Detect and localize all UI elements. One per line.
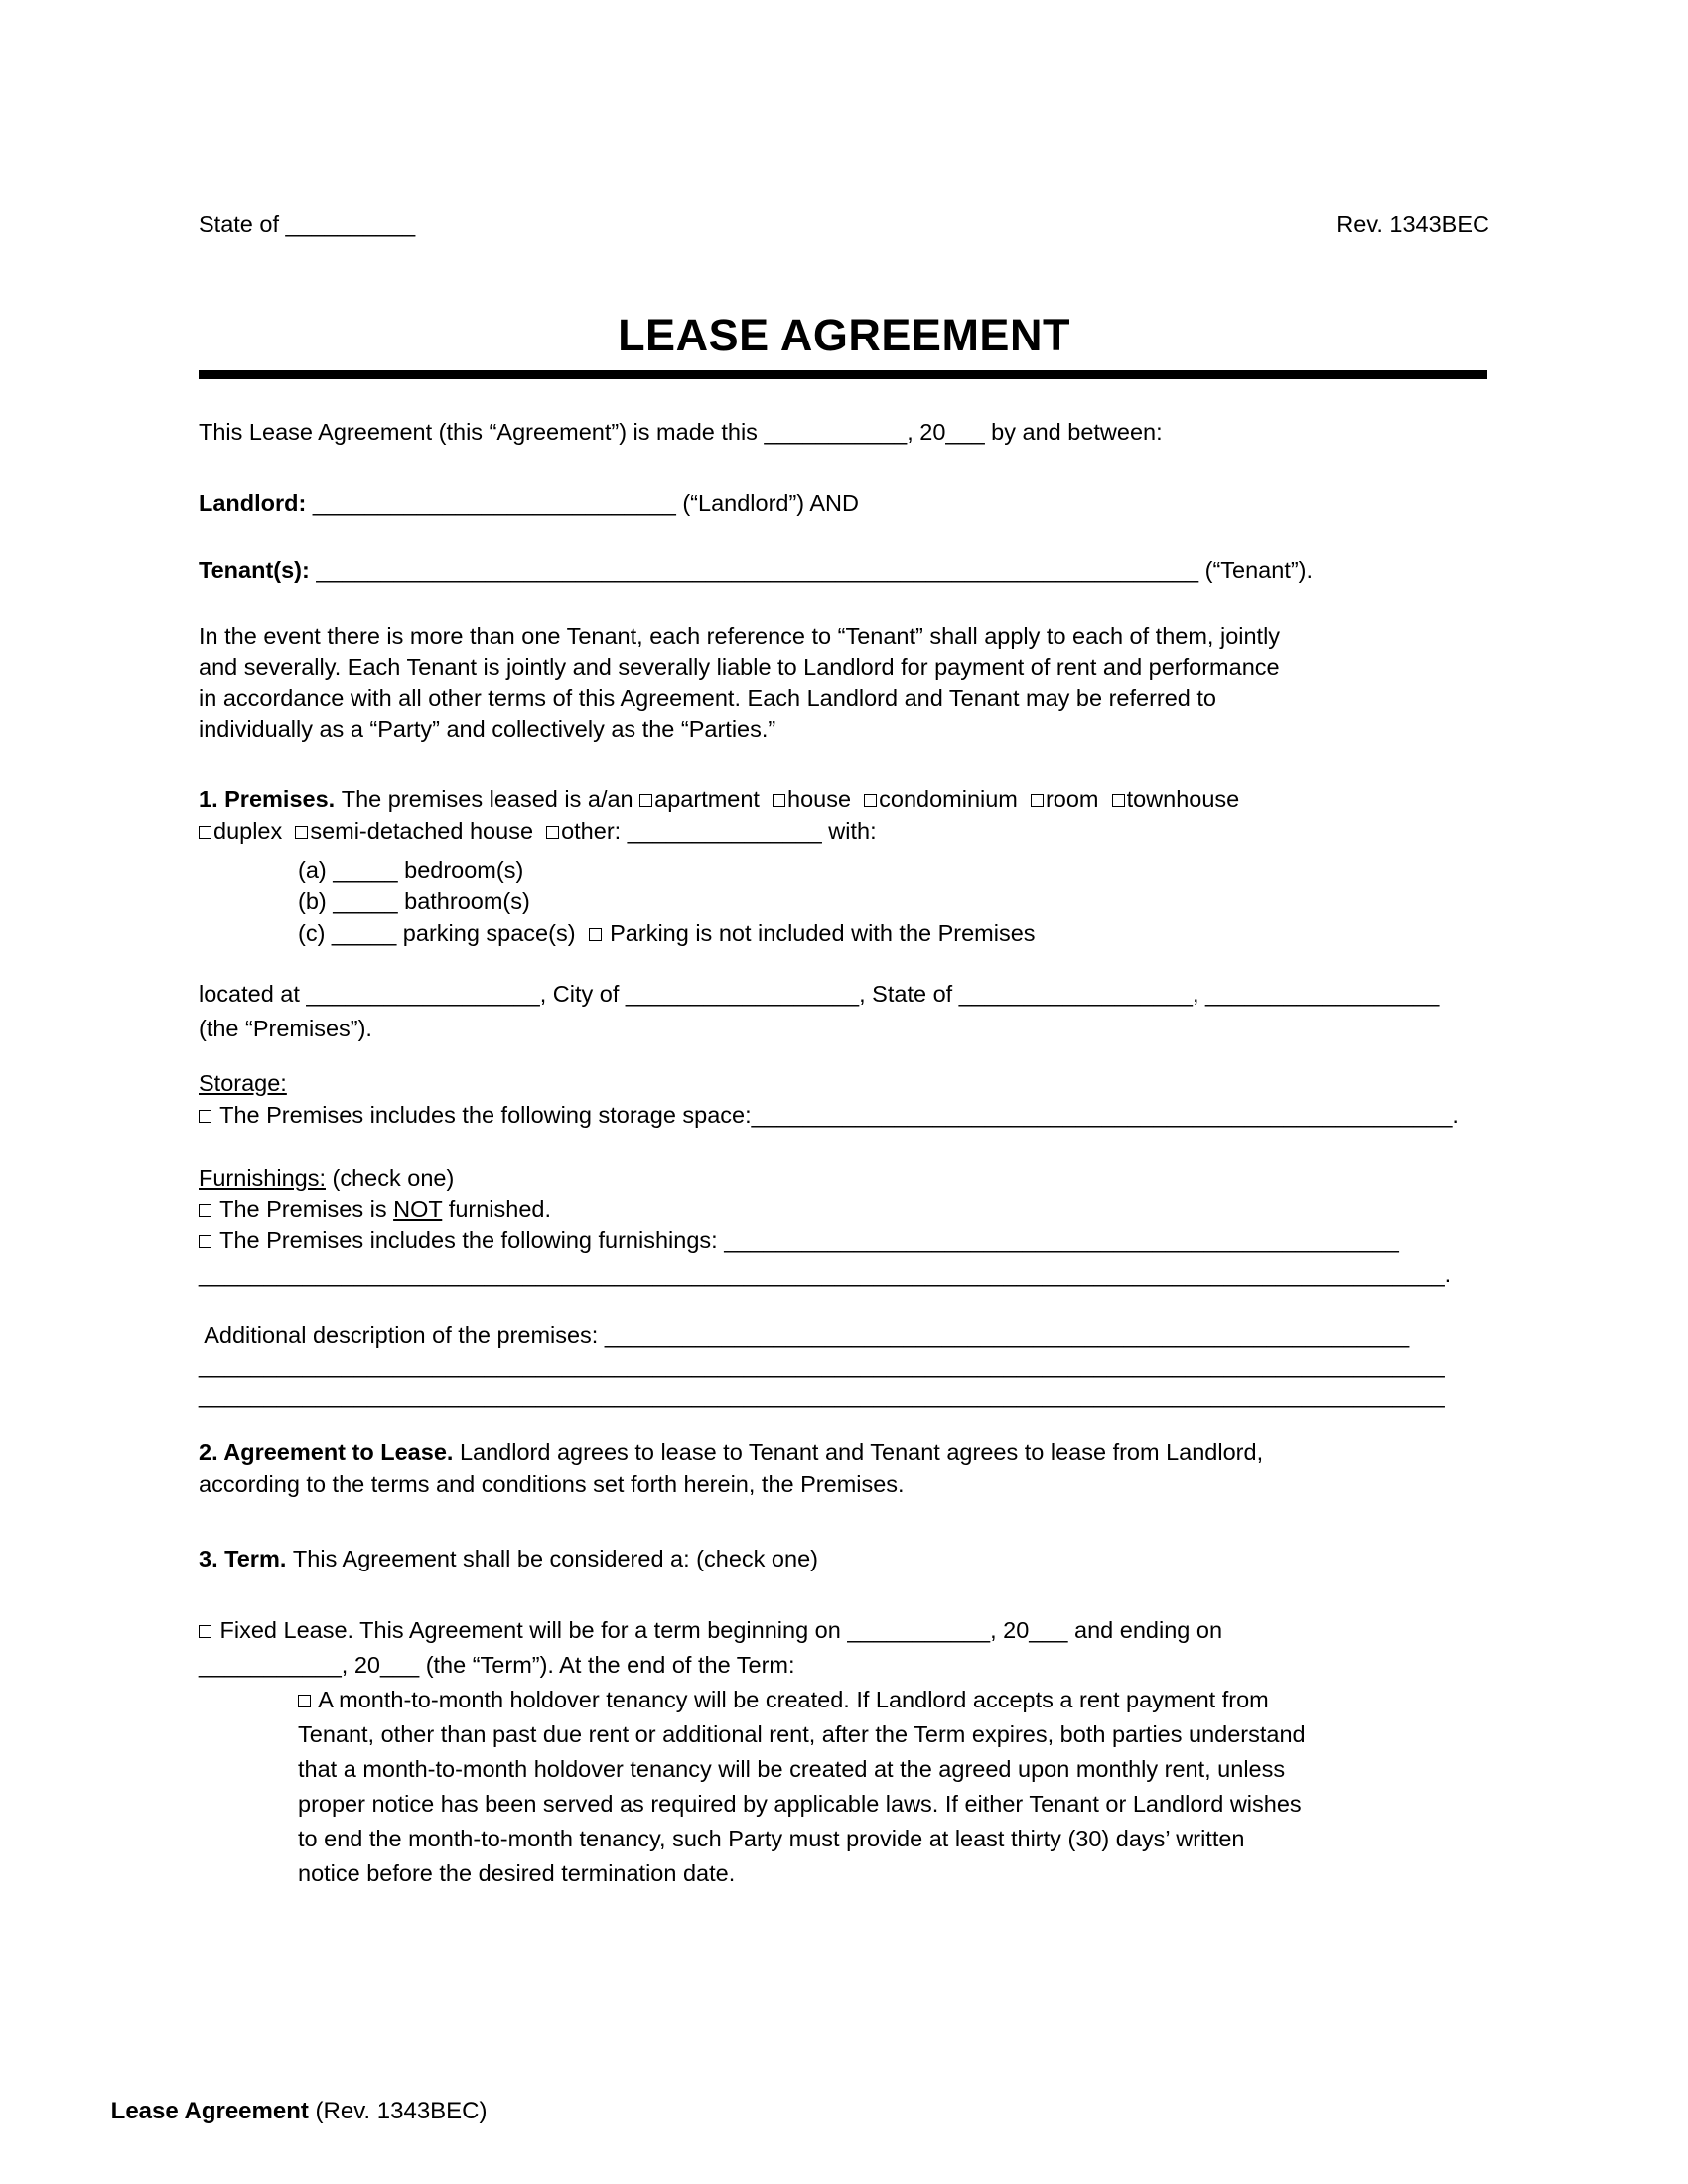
- text-segment: 3. Term.: [199, 1546, 293, 1571]
- document-content: [199, 0, 1489, 2184]
- document-footer: [84, 2067, 488, 2156]
- document-line: [199, 783, 1239, 815]
- document-line: [199, 417, 1163, 448]
- text-segment: ____________________________ (“Landlord”) AND: [312, 490, 859, 516]
- document-line: [199, 1752, 1306, 1787]
- text-segment: (the “Premises”).: [199, 1016, 372, 1041]
- block-tenant-line: [199, 555, 1313, 586]
- text-segment: townhouse: [1126, 786, 1240, 812]
- checkbox-icon[interactable]: [773, 794, 785, 807]
- checkbox-icon[interactable]: [295, 826, 308, 839]
- checkbox-icon[interactable]: [1031, 794, 1044, 807]
- checkbox-icon[interactable]: [199, 1110, 211, 1123]
- text-segment: 2. Agreement to Lease.: [199, 1439, 460, 1465]
- checkbox-icon[interactable]: [199, 1235, 211, 1248]
- checkbox-icon[interactable]: [199, 1204, 211, 1217]
- block-additional-description: [199, 1320, 1445, 1410]
- footer-document-name: Lease Agreement: [110, 2098, 309, 2124]
- checkbox-icon[interactable]: [1112, 794, 1125, 807]
- document-line: [199, 1380, 1445, 1410]
- text-segment: The Premises includes the following storage space:______________________________________________________.: [213, 1102, 1459, 1128]
- document-header: [199, 210, 1489, 238]
- title-rule: [199, 370, 1487, 379]
- block-agreement-to-lease: [199, 1436, 1263, 1500]
- block-storage: [199, 1067, 1459, 1131]
- text-segment: semi-detached house: [310, 818, 547, 844]
- block-landlord-line: [199, 488, 859, 519]
- text-segment: Storage:: [199, 1070, 287, 1096]
- block-intro-line: [199, 417, 1163, 448]
- document-line: [199, 1822, 1306, 1856]
- text-segment: located at __________________, City of __________________, State of __________________, __________________: [199, 981, 1440, 1007]
- checkbox-icon[interactable]: [298, 1695, 311, 1707]
- checkbox-icon[interactable]: [864, 794, 877, 807]
- text-segment: This Agreement shall be considered a: (check one): [292, 1546, 818, 1571]
- document-line: [199, 1717, 1306, 1752]
- text-segment: notice before the desired termination date.: [298, 1860, 736, 1886]
- document-line: [199, 1194, 1451, 1225]
- document-title: LEASE AGREEMENT: [618, 310, 1070, 360]
- document-line: [199, 1436, 1263, 1468]
- text-segment: ___________, 20___ (the “Term”). At the end of the Term:: [199, 1652, 795, 1678]
- document-line: [199, 1259, 1451, 1290]
- document-line: [199, 886, 1239, 917]
- block-fixed-lease: [199, 1613, 1306, 1891]
- checkbox-icon[interactable]: [199, 1625, 211, 1638]
- text-segment: duplex: [213, 818, 296, 844]
- text-segment: Landlord agrees to lease to Tenant and Tenant agrees to lease from Landlord,: [459, 1439, 1264, 1465]
- document-line: [199, 1099, 1459, 1131]
- checkbox-icon[interactable]: [589, 928, 602, 941]
- revision-label: Rev. 1343BEC: [1336, 211, 1489, 237]
- state-of-line: State of __________: [199, 211, 416, 237]
- document-line: [199, 621, 1280, 652]
- text-segment: Tenant(s):: [199, 557, 317, 583]
- document-line: [199, 1683, 1306, 1717]
- document-line: [199, 977, 1439, 1012]
- text-segment: The premises leased is a/an: [341, 786, 640, 812]
- text-segment: Furnishings:: [199, 1165, 326, 1191]
- text-segment: to end the month-to-month tenancy, such Party must provide at least thirty (30) days’ written: [298, 1826, 1245, 1851]
- document-line: [199, 1648, 1306, 1683]
- text-segment: ____________________________________________________________________ (“Tenant”).: [316, 557, 1314, 583]
- document-line: [199, 1468, 1263, 1500]
- text-segment: Tenant, other than past due rent or additional rent, after the Term expires, both parties understand: [298, 1721, 1306, 1747]
- block-premises-section: [199, 783, 1239, 949]
- document-line: [199, 854, 1239, 886]
- text-segment: ________________________________________________________________________________________________: [199, 1352, 1445, 1378]
- text-segment: apartment: [654, 786, 774, 812]
- text-segment: (check one): [326, 1165, 455, 1191]
- document-line: [199, 1613, 1306, 1648]
- text-segment: Fixed Lease. This Agreement will be for a term beginning on ___________, 20___ and ending on: [213, 1617, 1223, 1643]
- document-line: [199, 815, 1239, 847]
- block-term: [199, 1544, 818, 1574]
- footer-revision: (Rev. 1343BEC): [308, 2098, 488, 2124]
- text-segment: In the event there is more than one Tenant, each reference to “Tenant” shall apply to each of them, jointly: [199, 623, 1281, 649]
- text-segment: The Premises is: [213, 1196, 394, 1222]
- document-line: [199, 1350, 1445, 1380]
- text-segment: Additional description of the premises: ______________________________________________________________: [199, 1322, 1410, 1348]
- text-segment: The Premises includes the following furnishings: ____________________________________________________: [213, 1227, 1399, 1253]
- checkbox-icon[interactable]: [639, 794, 652, 807]
- text-segment: (c) _____ parking space(s): [298, 920, 589, 946]
- text-segment: individually as a “Party” and collectively as the “Parties.”: [199, 716, 776, 742]
- text-segment: and severally. Each Tenant is jointly and severally liable to Landlord for payment of rent and performance: [199, 654, 1280, 680]
- document-line: [199, 652, 1280, 683]
- text-segment: A month-to-month holdover tenancy will be created. If Landlord accepts a rent payment from: [313, 1687, 1269, 1712]
- document-line: [199, 1856, 1306, 1891]
- text-segment: ________________________________________________________________________________________________.: [199, 1261, 1452, 1287]
- text-segment: in accordance with all other terms of this Agreement. Each Landlord and Tenant may be referred to: [199, 685, 1217, 711]
- text-segment: that a month-to-month holdover tenancy will be created at the agreed upon monthly rent, unless: [298, 1756, 1286, 1782]
- block-furnishings: [199, 1163, 1451, 1290]
- document-line: [199, 1320, 1445, 1350]
- document-line: [199, 1163, 1451, 1194]
- text-segment: proper notice has been served as required by applicable laws. If either Tenant or Landlord wishes: [298, 1791, 1302, 1817]
- document-line: [199, 488, 859, 519]
- text-segment: other: _______________ with:: [561, 818, 877, 844]
- text-segment: furnished.: [442, 1196, 552, 1222]
- text-segment: Landlord:: [199, 490, 313, 516]
- checkbox-icon[interactable]: [199, 826, 211, 839]
- text-segment: according to the terms and conditions set forth herein, the Premises.: [199, 1471, 905, 1497]
- document-line: [199, 1012, 1439, 1046]
- text-segment: (a) _____ bedroom(s): [298, 857, 524, 883]
- text-segment: NOT: [393, 1196, 443, 1222]
- text-segment: condominium: [879, 786, 1031, 812]
- document-line: [199, 555, 1313, 586]
- text-segment: This Lease Agreement (this “Agreement”) is made this ___________, 20___ by and between:: [199, 419, 1163, 445]
- text-segment: house: [787, 786, 865, 812]
- text-segment: ________________________________________________________________________________________________: [199, 1382, 1445, 1408]
- document-line: [199, 714, 1280, 745]
- block-located-at: [199, 977, 1439, 1046]
- text-segment: Parking is not included with the Premises: [603, 920, 1036, 946]
- document-line: [199, 1787, 1306, 1822]
- document-line: [199, 683, 1280, 714]
- document-line: [199, 1067, 1459, 1099]
- document-line: [199, 1544, 818, 1574]
- document-line: [199, 1225, 1451, 1256]
- document-line: [199, 917, 1239, 949]
- text-segment: 1. Premises.: [199, 786, 342, 812]
- text-segment: (b) _____ bathroom(s): [298, 888, 530, 914]
- block-parties-paragraph: [199, 621, 1280, 745]
- checkbox-icon[interactable]: [546, 826, 559, 839]
- text-segment: room: [1045, 786, 1112, 812]
